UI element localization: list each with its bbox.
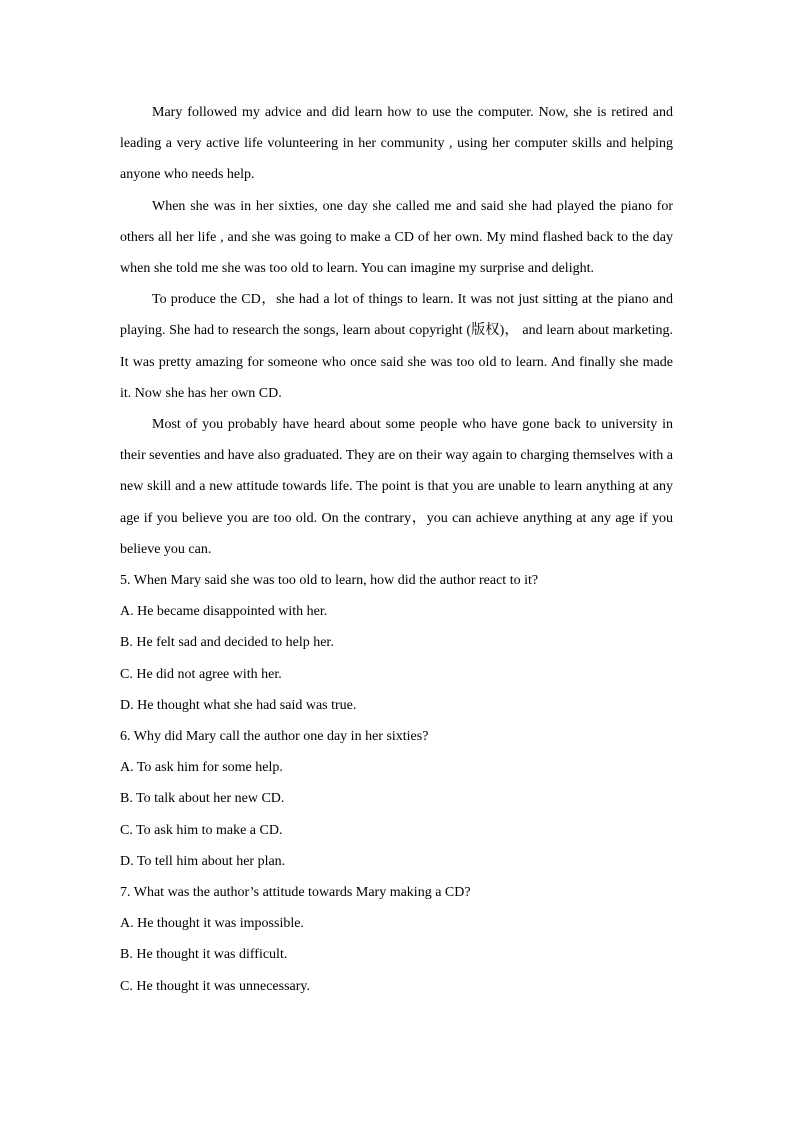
question-7 bbox=[120, 877, 673, 1002]
question-stem: 7. What was the author’s attitude towards Mary making a CD? bbox=[120, 885, 471, 901]
answer-option-a: A. To ask him for some help. bbox=[120, 760, 283, 776]
passage-paragraph-4: Most of you probably have heard about some people who have gone back to university in their seventies and have also graduated. They are on their way again to charging themselves with a new skill and a new attitude towards life. The point is that you are unable to learn anything at any age if you believe you are too old. On the contrary，you can achieve anything at any age if you believe you can. bbox=[120, 417, 673, 557]
question-5 bbox=[120, 565, 673, 721]
passage-paragraph-1: Mary followed my advice and did learn how to use the computer. Now, she is retired and leading a very active life volunteering in her community , using her computer skills and helping anyone who needs help. bbox=[120, 105, 673, 183]
answer-option-c: C. He thought it was unnecessary. bbox=[120, 978, 310, 994]
passage-paragraph-2: When she was in her sixties, one day she called me and said she had played the piano for others all her life , and she was going to make a CD of her own. My mind flashed back to the day when she told me she was too old to learn. You can imagine my surprise and delight. bbox=[120, 198, 673, 277]
question-6 bbox=[120, 721, 673, 877]
passage-paragraph-3: To produce the CD，she had a lot of things to learn. It was not just sitting at the piano and playing. She had to research the songs, learn about copyright (版权)， and learn about marketing. It was pretty amazing for someone who once said she was too old to learn. And finally she made it. Now she has her own CD. bbox=[120, 292, 673, 401]
answer-option-c: C. He did not agree with her. bbox=[120, 666, 282, 682]
answer-option-d: D. He thought what she had said was true. bbox=[120, 697, 357, 713]
answer-option-a: A. He became disappointed with her. bbox=[120, 604, 328, 620]
answer-option-b: B. He thought it was difficult. bbox=[120, 947, 288, 963]
answer-option-d: D. To tell him about her plan. bbox=[120, 853, 286, 869]
answer-option-b: B. To talk about her new CD. bbox=[120, 791, 285, 807]
document-content bbox=[120, 97, 673, 1002]
answer-option-a: A. He thought it was impossible. bbox=[120, 916, 304, 932]
question-stem: 6. Why did Mary call the author one day in her sixties? bbox=[120, 729, 429, 745]
answer-option-c: C. To ask him to make a CD. bbox=[120, 822, 283, 838]
answer-option-b: B. He felt sad and decided to help her. bbox=[120, 635, 334, 651]
question-stem: 5. When Mary said she was too old to learn, how did the author react to it? bbox=[120, 573, 539, 589]
